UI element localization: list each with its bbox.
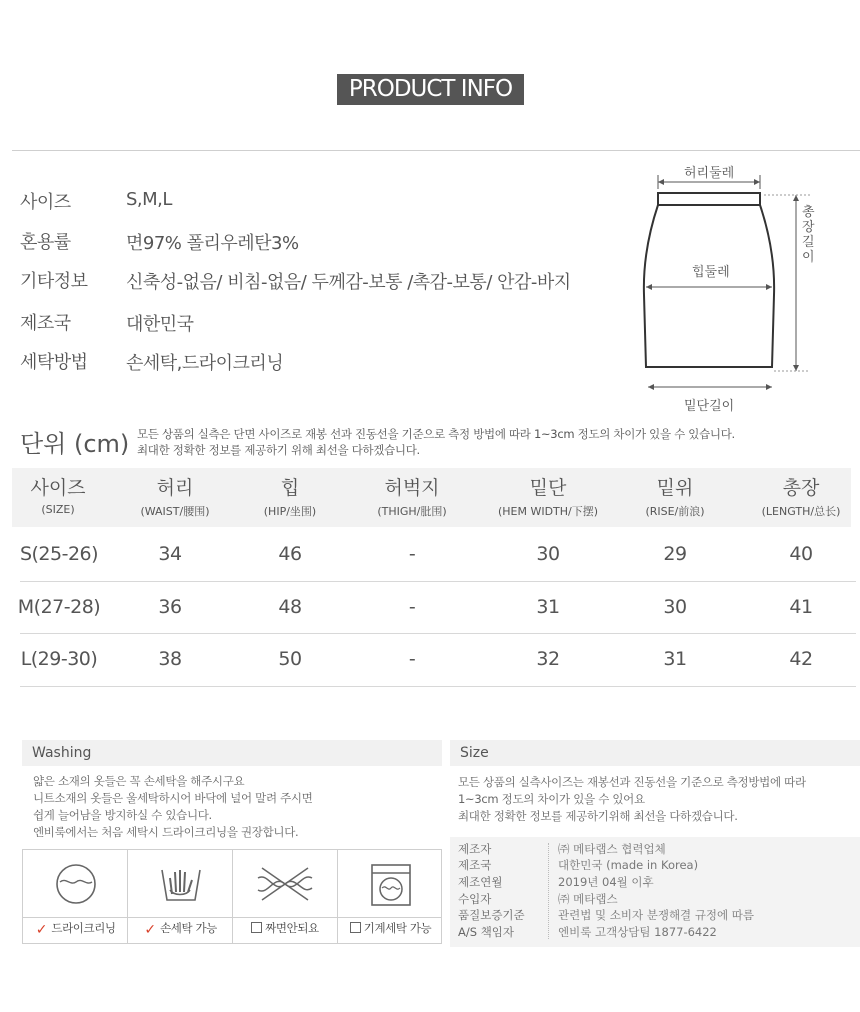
info-label-origin: 제조국 <box>20 313 71 334</box>
length-label-1: 총 <box>802 205 815 220</box>
skirt-diagram <box>640 155 840 415</box>
spec-key: 제조국 <box>458 858 492 872</box>
cell-hip: 50 <box>278 648 302 670</box>
wash-option-no-wring <box>233 850 338 943</box>
cell-hem: 31 <box>536 596 560 618</box>
cell-hip: 46 <box>278 543 302 565</box>
washing-options <box>22 849 442 944</box>
check-on-icon: ✓ <box>144 922 156 938</box>
spec-key: 수입자 <box>458 892 492 906</box>
size-info-line-3: 최대한 정확한 정보를 제공하기위해 최선을 다하겠습니다. <box>458 809 738 823</box>
hand-wash-icon <box>158 860 204 906</box>
page-title: PRODUCT INFO <box>337 74 524 105</box>
th-waist: 허리 <box>156 477 194 499</box>
length-label-3: 길 <box>802 235 815 250</box>
check-on-icon: ✓ <box>35 922 48 938</box>
wash-divider <box>22 917 442 918</box>
th-hem: 밑단 <box>529 477 567 499</box>
cell-waist: 34 <box>158 543 182 565</box>
unit-label: 단위 (cm) <box>20 430 130 458</box>
waist-label: 허리둘레 <box>684 166 735 181</box>
cell-waist: 36 <box>158 596 182 618</box>
info-value-fabric: 면97% 폴리우레탄3% <box>126 233 299 254</box>
th-thigh-en: (THIGH/肶围) <box>377 505 447 518</box>
cell-waist: 38 <box>158 648 182 670</box>
size-info-line-2: 1~3cm 정도의 차이가 있을 수 있어요 <box>458 792 645 806</box>
check-off-icon <box>251 922 262 933</box>
cell-hem: 30 <box>536 543 560 565</box>
th-hem-en: (HEM WIDTH/下摆) <box>497 505 599 518</box>
unit-note-2: 최대한 정확한 정보를 제공하기 위해 최선을 다하겠습니다. <box>137 443 420 457</box>
cell-length: 41 <box>789 596 813 618</box>
wash-label: 기계세탁 가능 <box>363 921 432 935</box>
hem-label: 밑단길이 <box>684 399 735 414</box>
size-info-line-1: 모든 상품의 실측사이즈는 재봉선과 진동선을 기준으로 측정방법에 따라 <box>458 775 806 789</box>
length-label-2: 장 <box>802 220 815 235</box>
wash-label: 드라이크리닝 <box>51 921 116 935</box>
th-hip-en: (HIP/坐围) <box>263 505 317 518</box>
skirt-icon <box>640 155 840 415</box>
th-rise: 밑위 <box>656 477 694 499</box>
no-wring-icon <box>254 864 316 904</box>
cell-hip: 48 <box>278 596 302 618</box>
spec-key: 제조연월 <box>458 875 503 889</box>
row-divider <box>20 633 856 634</box>
spec-key: A/S 책임자 <box>458 925 515 939</box>
spec-value: 대한민국 (made in Korea) <box>558 858 699 872</box>
hip-label: 힙둘레 <box>692 265 730 280</box>
washing-title: Washing <box>22 740 442 766</box>
th-hip: 힙 <box>280 477 300 499</box>
unit-note-1: 모든 상품의 실측은 단면 사이즈로 재봉 선과 진동선을 기준으로 측정 방법에 따라 1~3cm 정도의 차이가 있을 수 있습니다. <box>137 427 735 441</box>
th-length: 총장 <box>782 477 820 499</box>
cell-thigh: - <box>408 596 416 618</box>
wash-option-hand-wash <box>128 850 233 943</box>
cell-rise: 30 <box>663 596 687 618</box>
spec-key: 제조자 <box>458 842 492 856</box>
spec-divider <box>548 843 549 939</box>
th-length-en: (LENGTH/总长) <box>761 505 841 518</box>
cell-thigh: - <box>408 648 416 670</box>
spec-value: ㈜ 메타랩스 협력업체 <box>558 842 666 856</box>
cell-length: 42 <box>789 648 813 670</box>
th-thigh: 허벅지 <box>384 477 440 499</box>
cell-rise: 31 <box>663 648 687 670</box>
info-label-fabric: 혼용률 <box>20 232 71 253</box>
spec-key: 품질보증기준 <box>458 908 525 922</box>
th-rise-en: (RISE/前浪) <box>645 505 705 518</box>
spec-value: 엔비룩 고객상담팀 1877-6422 <box>558 925 717 939</box>
th-waist-en: (WAIST/腰围) <box>140 505 210 518</box>
spec-value: 2019년 04월 이후 <box>558 875 654 889</box>
spec-value: 관련법 및 소비자 분쟁해결 규정에 따름 <box>558 908 755 922</box>
info-value-wash: 손세탁,드라이크리닝 <box>126 353 284 374</box>
washing-line-1: 얇은 소재의 옷들은 꼭 손세탁을 해주시구요 <box>33 774 245 788</box>
info-label-wash: 세탁방법 <box>20 352 88 373</box>
cell-size: M(27-28) <box>17 596 101 618</box>
wash-label: 짜면안되요 <box>265 921 319 935</box>
wash-option-machine <box>338 850 443 943</box>
th-size-en: (SIZE) <box>41 503 75 516</box>
wash-label: 손세탁 가능 <box>160 921 217 935</box>
row-divider <box>20 686 856 687</box>
cell-length: 40 <box>789 543 813 565</box>
length-label-4: 이 <box>802 250 815 265</box>
dry-clean-icon <box>54 862 98 906</box>
washing-line-2: 니트소재의 옷들은 울세탁하시어 바닥에 널어 말려 주시면 <box>33 791 313 805</box>
washing-line-4: 엔비룩에서는 처음 세탁시 드라이크리닝을 권장합니다. <box>33 825 299 839</box>
spec-value: ㈜ 메타랩스 <box>558 892 618 906</box>
row-divider <box>20 581 856 582</box>
cell-size: L(29-30) <box>20 648 98 670</box>
divider <box>12 150 860 151</box>
cell-size: S(25-26) <box>19 543 99 565</box>
check-off-icon <box>350 922 361 933</box>
info-value-etc: 신축성-없음/ 비침-없음/ 두께감-보통 /촉감-보통/ 안감-바지 <box>126 272 571 293</box>
washing-line-3: 쉽게 늘어남을 방지하실 수 있습니다. <box>33 808 212 822</box>
wash-option-dry-clean <box>23 850 128 943</box>
info-label-etc: 기타정보 <box>20 271 88 292</box>
size-info-title: Size <box>450 740 860 766</box>
info-value-size: S,M,L <box>126 189 172 210</box>
cell-rise: 29 <box>663 543 687 565</box>
machine-wash-icon <box>369 862 413 908</box>
cell-hem: 32 <box>536 648 560 670</box>
info-label-size: 사이즈 <box>20 192 71 213</box>
th-size: 사이즈 <box>30 477 86 499</box>
info-value-origin: 대한민국 <box>126 314 194 335</box>
cell-thigh: - <box>408 543 416 565</box>
